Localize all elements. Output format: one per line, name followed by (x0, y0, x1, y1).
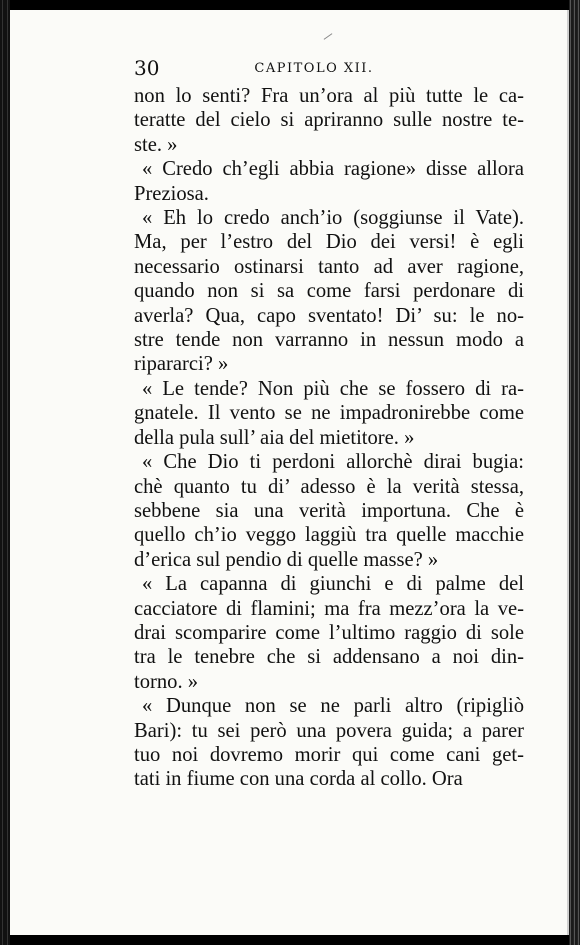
text-line: cacciatore di flamini; ma fra mezz’ora la ve- (134, 597, 524, 620)
text-line: ste. » (134, 133, 178, 156)
text-line: « Dunque non se ne parli altro (ripigliò (142, 695, 524, 718)
text-line: « La capanna di giunchi e di palme del (142, 573, 524, 596)
text-line: necessario ostinarsi tanto ad aver ragione, (134, 255, 524, 278)
text-line: Bari): tu sei però una povera guida; a parer (134, 719, 524, 742)
text-line: non lo senti? Fra un’ora al più tutte le ca- (134, 85, 524, 107)
pencil-mark (324, 33, 333, 40)
text-line: d’erica sul pendio di quelle masse? » (134, 548, 439, 571)
page-header (128, 56, 500, 82)
text-line: tuo noi dovremo morir qui come cani get- (134, 743, 524, 766)
text-line: averla? Qua, capo sventato! Di’ su: le no- (134, 304, 524, 327)
chapter-running-head: CAPITOLO XII. (254, 61, 374, 76)
right-page-edge (569, 0, 580, 945)
text-line: della pula sull’ aia del mietitore. » (134, 426, 415, 449)
text-line: sebbene sia una verità importuna. Che è (134, 499, 524, 522)
text-line: Ma, per l’estro del Dio dei versi! è egli (134, 231, 524, 254)
text-line: ripararci? » (134, 353, 229, 376)
page-number: 30 (134, 56, 160, 80)
text-line: « Che Dio ti perdoni allorchè dirai bugia: (142, 451, 524, 474)
text-line: « Credo ch’egli abbia ragione» disse allora (142, 158, 524, 181)
text-line: « Eh lo credo anch’io (soggiunse il Vate). (142, 207, 524, 230)
text-line: quando non si sa come farsi perdonare di (134, 280, 524, 303)
text-line: gnatele. Il vento se ne impadronirebbe come (134, 402, 524, 425)
text-line: stre tende non varranno in nessun modo a (134, 329, 524, 352)
text-line: drai scomparire come l’ultimo raggio di sole (134, 621, 524, 644)
left-page-edge (0, 0, 10, 945)
text-line: « Le tende? Non più che se fossero di ra- (142, 377, 524, 400)
text-line: teratte del cielo si apriranno sulle nostre te- (134, 109, 524, 132)
text-line: tati in fiume con una corda al collo. Ora (134, 768, 463, 791)
text-line: torno. » (134, 670, 199, 693)
text-line: Preziosa. (134, 182, 209, 205)
text-line: quello ch’io veggo laggiù tra quelle macchie (134, 524, 524, 547)
text-line: tra le tenebre che si addensano a noi din- (134, 646, 524, 669)
text-line: chè quanto tu di’ adesso è la verità stessa, (134, 475, 524, 498)
body-text (134, 84, 524, 792)
